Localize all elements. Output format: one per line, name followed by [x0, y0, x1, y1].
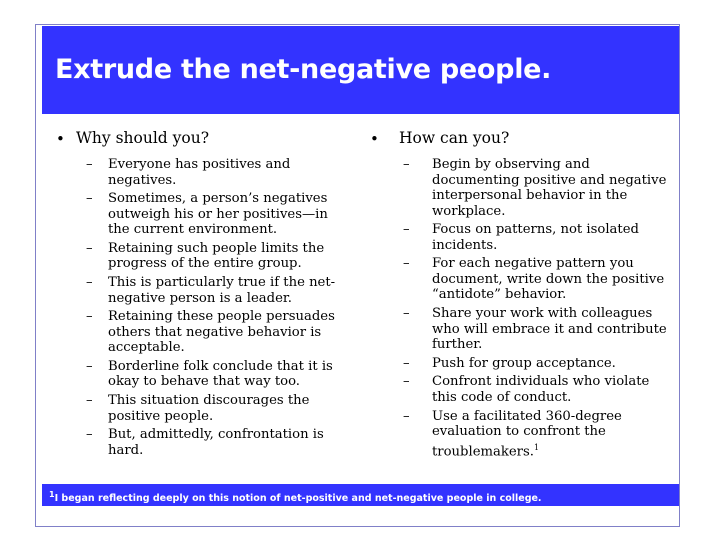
left-sub-list [56, 157, 346, 458]
footnote-text: I began reflecting deeply on this notion of net-positive and net-negative people in college. [54, 493, 542, 505]
list-item [403, 157, 680, 219]
slide-title: Extrude the net-negative people. [55, 54, 552, 85]
list-item-text: Share your work with colleagues who will embrace it and contribute further. [432, 306, 667, 353]
dash-icon: – [86, 358, 93, 374]
list-item [403, 409, 680, 460]
bullet-icon: • [370, 130, 379, 148]
list-item-text: This is particularly true if the net-negative person is a leader. [108, 275, 336, 306]
list-item-text: This situation discourages the positive people. [108, 393, 310, 424]
list-item-text: Sometimes, a person’s negatives outweigh his or her positives—in the current environment. [108, 191, 328, 238]
list-item [403, 256, 680, 303]
footnote-bar [42, 484, 679, 506]
list-item [403, 306, 680, 353]
list-item-text-body: Use a facilitated 360-degree evaluation to confront the troublemakers. [432, 408, 622, 460]
list-item-text: Begin by observing and documenting positive and negative interpersonal behavior in the workplace. [432, 157, 667, 219]
dash-icon: – [403, 256, 410, 272]
left-column [56, 128, 346, 462]
list-item [86, 359, 346, 390]
right-sub-list [370, 157, 680, 460]
list-item [86, 427, 346, 458]
list-item [403, 374, 680, 405]
dash-icon: – [86, 427, 93, 443]
left-bullet [56, 128, 346, 149]
list-item-text: Everyone has positives and negatives. [108, 157, 291, 188]
list-item [86, 157, 346, 188]
list-item [403, 222, 680, 253]
list-item-text: For each negative pattern you document, write down the positive “antidote” behavior. [432, 256, 665, 303]
list-item-text: But, admittedly, confrontation is hard. [108, 427, 324, 458]
footnote [49, 484, 542, 510]
list-item [403, 356, 680, 372]
dash-icon: – [403, 374, 410, 390]
dash-icon: – [86, 275, 93, 291]
dash-icon: – [86, 157, 93, 172]
list-item [86, 393, 346, 424]
dash-icon: – [403, 222, 410, 238]
right-column [370, 128, 680, 463]
right-bullet [370, 128, 680, 149]
list-item-text: Focus on patterns, not isolated incidents. [432, 222, 639, 253]
list-item [86, 275, 346, 306]
list-item-text: Push for group acceptance. [432, 355, 616, 371]
dash-icon: – [86, 240, 93, 256]
dash-icon: – [86, 191, 93, 207]
list-item-text: Confront individuals who violate this code of conduct. [432, 374, 650, 405]
list-item [86, 191, 346, 238]
list-item [86, 309, 346, 356]
list-item-text: Borderline folk conclude that it is okay to behave that way too. [108, 358, 333, 390]
title-bar [42, 26, 679, 114]
footnote-mark: 1 [49, 490, 55, 499]
dash-icon: – [403, 157, 410, 172]
dash-icon: – [403, 355, 410, 371]
list-item [86, 241, 346, 272]
bullet-icon: • [56, 130, 65, 148]
footnote-reference: 1 [533, 442, 540, 452]
dash-icon: – [86, 393, 93, 409]
right-heading: How can you? [399, 129, 510, 147]
dash-icon: – [403, 306, 410, 322]
list-item-text: Retaining such people limits the progress of the entire group. [108, 240, 325, 272]
list-item-text: Retaining these people persuades others that negative behavior is acceptable. [108, 309, 335, 356]
list-item-text [432, 409, 677, 460]
left-heading: Why should you? [76, 129, 210, 147]
dash-icon: – [86, 309, 93, 325]
dash-icon: – [403, 408, 410, 424]
